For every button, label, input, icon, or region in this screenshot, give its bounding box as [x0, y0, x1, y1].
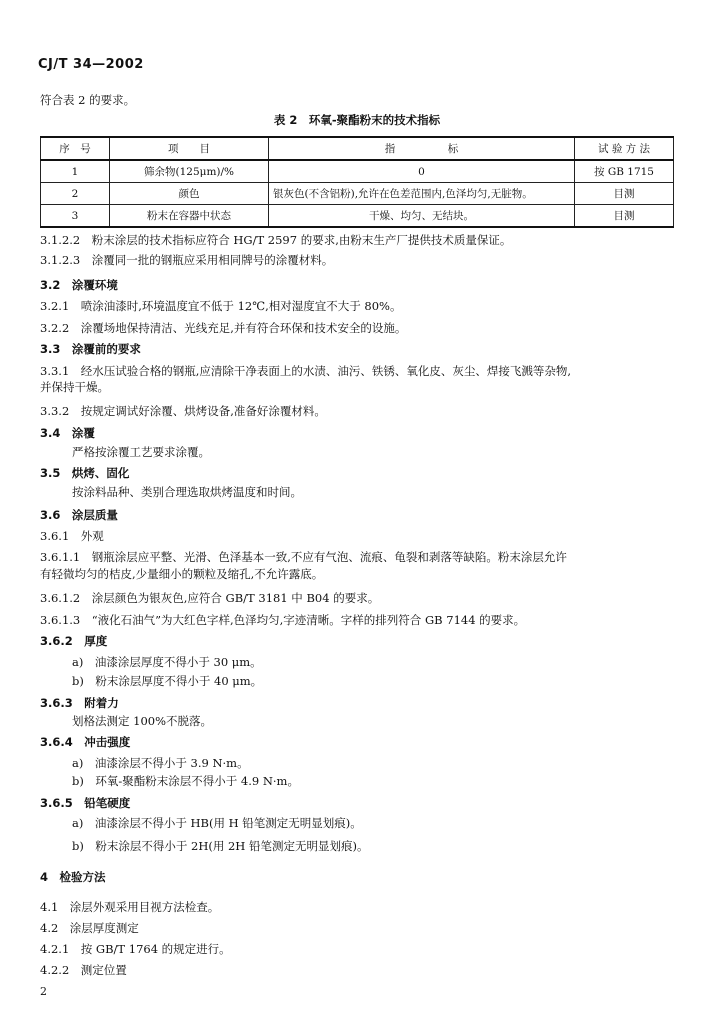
table-row [41, 160, 674, 183]
header-spec: 指 标 [269, 137, 575, 160]
text-line: 3.6.5 铅笔硬度 [40, 796, 131, 810]
text-line: 3.2.1 喷涂油漆时,环境温度宜不低于 12℃,相对湿度宜不大于 80%。 [40, 299, 402, 313]
text-line: a) 油漆涂层不得小于 HB(用 H 铅笔测定无明显划痕)。 [72, 816, 362, 830]
text-line: 3.6.3 附着力 [40, 696, 119, 710]
cell-method: 目测 [575, 205, 674, 228]
cell-method: 目测 [575, 183, 674, 205]
header-method: 试 验 方 法 [575, 137, 674, 160]
text-line: 3.4 涂覆 [40, 426, 95, 440]
table-header-row [41, 137, 674, 160]
text-line: 3.6.2 厚度 [40, 634, 108, 648]
standard-code-header: CJ/T 34—2002 [38, 57, 144, 72]
intro-text: 符合表 2 的要求。 [40, 93, 136, 107]
text-line: 严格按涂覆工艺要求涂覆。 [72, 445, 210, 459]
text-line: 3.3.1 经水压试验合格的钢瓶,应清除干净表面上的水渍、油污、铁锈、氧化皮、灰尘、焊接飞溅等杂物, [40, 364, 572, 378]
spec-table [40, 136, 674, 228]
cell-method: 按 GB 1715 [575, 160, 674, 183]
text-line: 3.5 烘烤、固化 [40, 466, 130, 480]
text-line: 4 检验方法 [40, 870, 106, 884]
text-line: 并保持干燥。 [40, 380, 109, 394]
text-line: 3.6 涂层质量 [40, 508, 118, 522]
text-line: 4.2.1 按 GB/T 1764 的规定进行。 [40, 942, 231, 956]
text-line: 按涂料品种、类别合理选取烘烤温度和时间。 [72, 485, 302, 499]
text-line: 4.1 涂层外观采用目视方法检查。 [40, 900, 220, 914]
cell-item: 筛余物(125μm)/% [110, 160, 269, 183]
text-line: b) 粉末涂层不得小于 2H(用 2H 铅笔测定无明显划痕)。 [72, 839, 369, 853]
table-row [41, 205, 674, 228]
text-line: a) 油漆涂层不得小于 3.9 N·m。 [72, 756, 249, 770]
text-line: 3.6.4 冲击强度 [40, 735, 131, 749]
header-item: 项 目 [110, 137, 269, 160]
cell-item: 颜色 [110, 183, 269, 205]
text-line: 4.2 涂层厚度测定 [40, 921, 139, 935]
cell-no: 3 [41, 205, 110, 228]
text-line: 有轻微均匀的桔皮,少量细小的颗粒及缩孔,不允许露底。 [40, 567, 324, 581]
text-line: 3.3.2 按规定调试好涂覆、烘烤设备,准备好涂覆材料。 [40, 404, 326, 418]
table-title: 表 2 环氧-聚酯粉末的技术指标 [273, 113, 441, 127]
text-line: b) 粉末涂层厚度不得小于 40 μm。 [72, 674, 263, 688]
text-line: 3.1.2.2 粉末涂层的技术指标应符合 HG/T 2597 的要求,由粉末生产厂提供技术质量保证。 [40, 233, 512, 247]
text-line: 3.6.1.2 涂层颜色为银灰色,应符合 GB/T 3181 中 B04 的要求。 [40, 591, 380, 605]
header-no: 序 号 [41, 137, 110, 160]
text-line: 3.1.2.3 涂覆同一批的钢瓶应采用相同牌号的涂覆材料。 [40, 253, 334, 267]
text-line: b) 环氧-聚酯粉末涂层不得小于 4.9 N·m。 [72, 774, 299, 788]
cell-spec: 干燥、均匀、无结块。 [269, 205, 575, 228]
cell-no: 2 [41, 183, 110, 205]
table-row [41, 183, 674, 205]
cell-spec: 银灰色(不含铝粉),允许在色差范围内,色泽均匀,无脏物。 [269, 183, 575, 205]
page-number: 2 [40, 985, 47, 998]
text-line: 3.2.2 涂覆场地保持清洁、光线充足,并有符合环保和技术安全的设施。 [40, 321, 407, 335]
text-line: 划格法测定 100%不脱落。 [72, 714, 213, 728]
text-line: 3.2 涂覆环境 [40, 278, 118, 292]
text-line: 4.2.2 测定位置 [40, 963, 127, 977]
text-line: a) 油漆涂层厚度不得小于 30 μm。 [72, 655, 262, 669]
cell-item: 粉末在容器中状态 [110, 205, 269, 228]
text-line: 3.6.1.3 “液化石油气”为大红色字样,色泽均匀,字迹清晰。字样的排列符合 GB 7144 的要求。 [40, 613, 526, 627]
cell-no: 1 [41, 160, 110, 183]
text-line: 3.6.1 外观 [40, 529, 104, 543]
cell-spec: 0 [269, 160, 575, 183]
text-line: 3.6.1.1 钢瓶涂层应平整、光滑、色泽基本一致,不应有气泡、流痕、龟裂和剥落等缺陷。粉末涂层允许 [40, 550, 567, 564]
text-line: 3.3 涂覆前的要求 [40, 342, 141, 356]
